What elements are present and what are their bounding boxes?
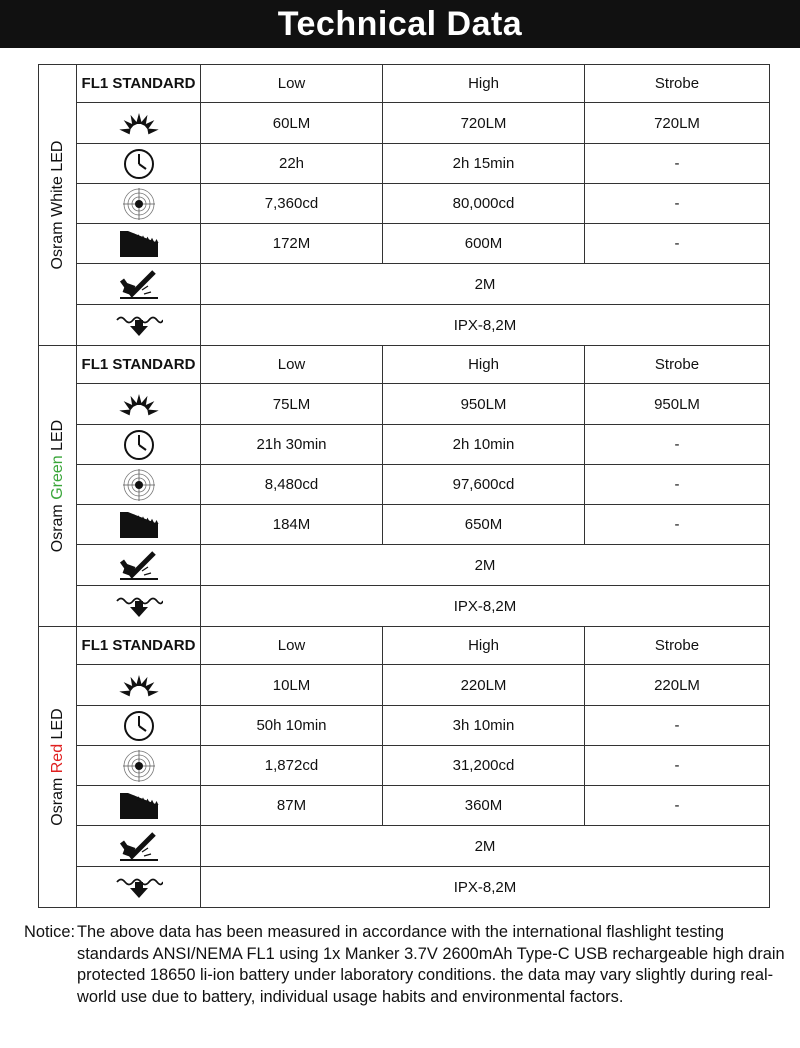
value-cell: 950LM	[383, 384, 585, 425]
value-cell: 31,200cd	[383, 746, 585, 786]
impact-row	[39, 826, 770, 867]
value-cell: -	[585, 706, 770, 746]
value-cell: 172M	[201, 224, 383, 264]
value-cell: 2h 15min	[383, 144, 585, 184]
beam-distance-icon	[77, 224, 201, 264]
intensity-row	[39, 184, 770, 224]
target-icon	[77, 465, 201, 505]
value-cell: 2M	[201, 264, 770, 305]
distance-row	[39, 786, 770, 826]
brightness-icon	[77, 103, 201, 144]
value-cell: -	[585, 224, 770, 264]
value-cell: 97,600cd	[383, 465, 585, 505]
section-red-led	[39, 627, 770, 908]
value-cell: -	[585, 786, 770, 826]
value-cell: -	[585, 144, 770, 184]
value-cell: -	[585, 505, 770, 545]
value-cell: -	[585, 184, 770, 224]
impact-resistance-icon	[77, 826, 201, 867]
value-cell: 8,480cd	[201, 465, 383, 505]
value-cell: 21h 30min	[201, 425, 383, 465]
brightness-icon	[77, 665, 201, 706]
value-cell: 3h 10min	[383, 706, 585, 746]
value-cell: 7,360cd	[201, 184, 383, 224]
brightness-icon	[77, 384, 201, 425]
impact-row	[39, 264, 770, 305]
value-cell: 1,872cd	[201, 746, 383, 786]
brightness-row	[39, 665, 770, 706]
section-label: Osram White LED	[48, 140, 66, 270]
value-cell: -	[585, 425, 770, 465]
waterproof-icon	[77, 305, 201, 346]
value-cell: 600M	[383, 224, 585, 264]
value-cell: 2M	[201, 826, 770, 867]
section-white-led	[39, 65, 770, 346]
waterproof-row	[39, 305, 770, 346]
value-cell: 60LM	[201, 103, 383, 144]
mode-high: High	[383, 65, 585, 103]
waterproof-row	[39, 867, 770, 908]
distance-row	[39, 224, 770, 264]
notice-label: Notice:	[24, 923, 76, 941]
mode-header-row	[39, 65, 770, 103]
value-cell: 950LM	[585, 384, 770, 425]
clock-icon	[77, 144, 201, 184]
section-green-led	[39, 346, 770, 627]
value-cell: 720LM	[585, 103, 770, 144]
mode-low: Low	[201, 627, 383, 665]
technical-data-table	[38, 64, 770, 908]
mode-header-row	[39, 346, 770, 384]
section-label-cell	[39, 627, 77, 908]
clock-icon	[77, 706, 201, 746]
distance-row	[39, 505, 770, 545]
brightness-row	[39, 103, 770, 144]
page-title-banner	[0, 0, 800, 48]
value-cell: 50h 10min	[201, 706, 383, 746]
runtime-row	[39, 425, 770, 465]
value-cell: 650M	[383, 505, 585, 545]
intensity-row	[39, 746, 770, 786]
value-cell: 10LM	[201, 665, 383, 706]
value-cell: 220LM	[585, 665, 770, 706]
impact-resistance-icon	[77, 264, 201, 305]
mode-low: Low	[201, 346, 383, 384]
section-label: Osram Green LED	[48, 419, 66, 553]
section-label-cell	[39, 346, 77, 627]
brightness-row	[39, 384, 770, 425]
fl1-standard-label: FL1 STANDARD	[77, 627, 201, 665]
beam-distance-icon	[77, 786, 201, 826]
mode-strobe: Strobe	[585, 627, 770, 665]
value-cell: 87M	[201, 786, 383, 826]
page-title: Technical Data	[277, 4, 523, 43]
runtime-row	[39, 706, 770, 746]
runtime-row	[39, 144, 770, 184]
value-cell: 720LM	[383, 103, 585, 144]
value-cell: 22h	[201, 144, 383, 184]
mode-strobe: Strobe	[585, 65, 770, 103]
value-cell: 80,000cd	[383, 184, 585, 224]
value-cell: 2M	[201, 545, 770, 586]
value-cell: 75LM	[201, 384, 383, 425]
value-cell: 2h 10min	[383, 425, 585, 465]
waterproof-icon	[77, 586, 201, 627]
beam-distance-icon	[77, 505, 201, 545]
mode-high: High	[383, 346, 585, 384]
target-icon	[77, 184, 201, 224]
fl1-standard-label: FL1 STANDARD	[77, 65, 201, 103]
mode-strobe: Strobe	[585, 346, 770, 384]
intensity-row	[39, 465, 770, 505]
section-label: Osram Red LED	[48, 708, 66, 826]
impact-row	[39, 545, 770, 586]
section-label-cell	[39, 65, 77, 346]
notice-text: The above data has been measured in accordance with the international flashlight testing standards ANSI/NEMA FL1 using 1x Manker 3.7V 2600mAh Type-C USB rechargeable high drain protected 18650 li-ion battery under laboratory conditions. the data may vary slightly during real-world use due to battery, individual usage habits and environmental factors.	[77, 923, 785, 1006]
mode-header-row	[39, 627, 770, 665]
mode-high: High	[383, 627, 585, 665]
value-cell: -	[585, 746, 770, 786]
fl1-standard-label: FL1 STANDARD	[77, 346, 201, 384]
value-cell: 360M	[383, 786, 585, 826]
value-cell: -	[585, 465, 770, 505]
value-cell: 184M	[201, 505, 383, 545]
waterproof-row	[39, 586, 770, 627]
value-cell: IPX-8,2M	[201, 305, 770, 346]
target-icon	[77, 746, 201, 786]
mode-low: Low	[201, 65, 383, 103]
impact-resistance-icon	[77, 545, 201, 586]
notice-block	[24, 922, 790, 1008]
value-cell: IPX-8,2M	[201, 586, 770, 627]
clock-icon	[77, 425, 201, 465]
waterproof-icon	[77, 867, 201, 908]
value-cell: IPX-8,2M	[201, 867, 770, 908]
value-cell: 220LM	[383, 665, 585, 706]
